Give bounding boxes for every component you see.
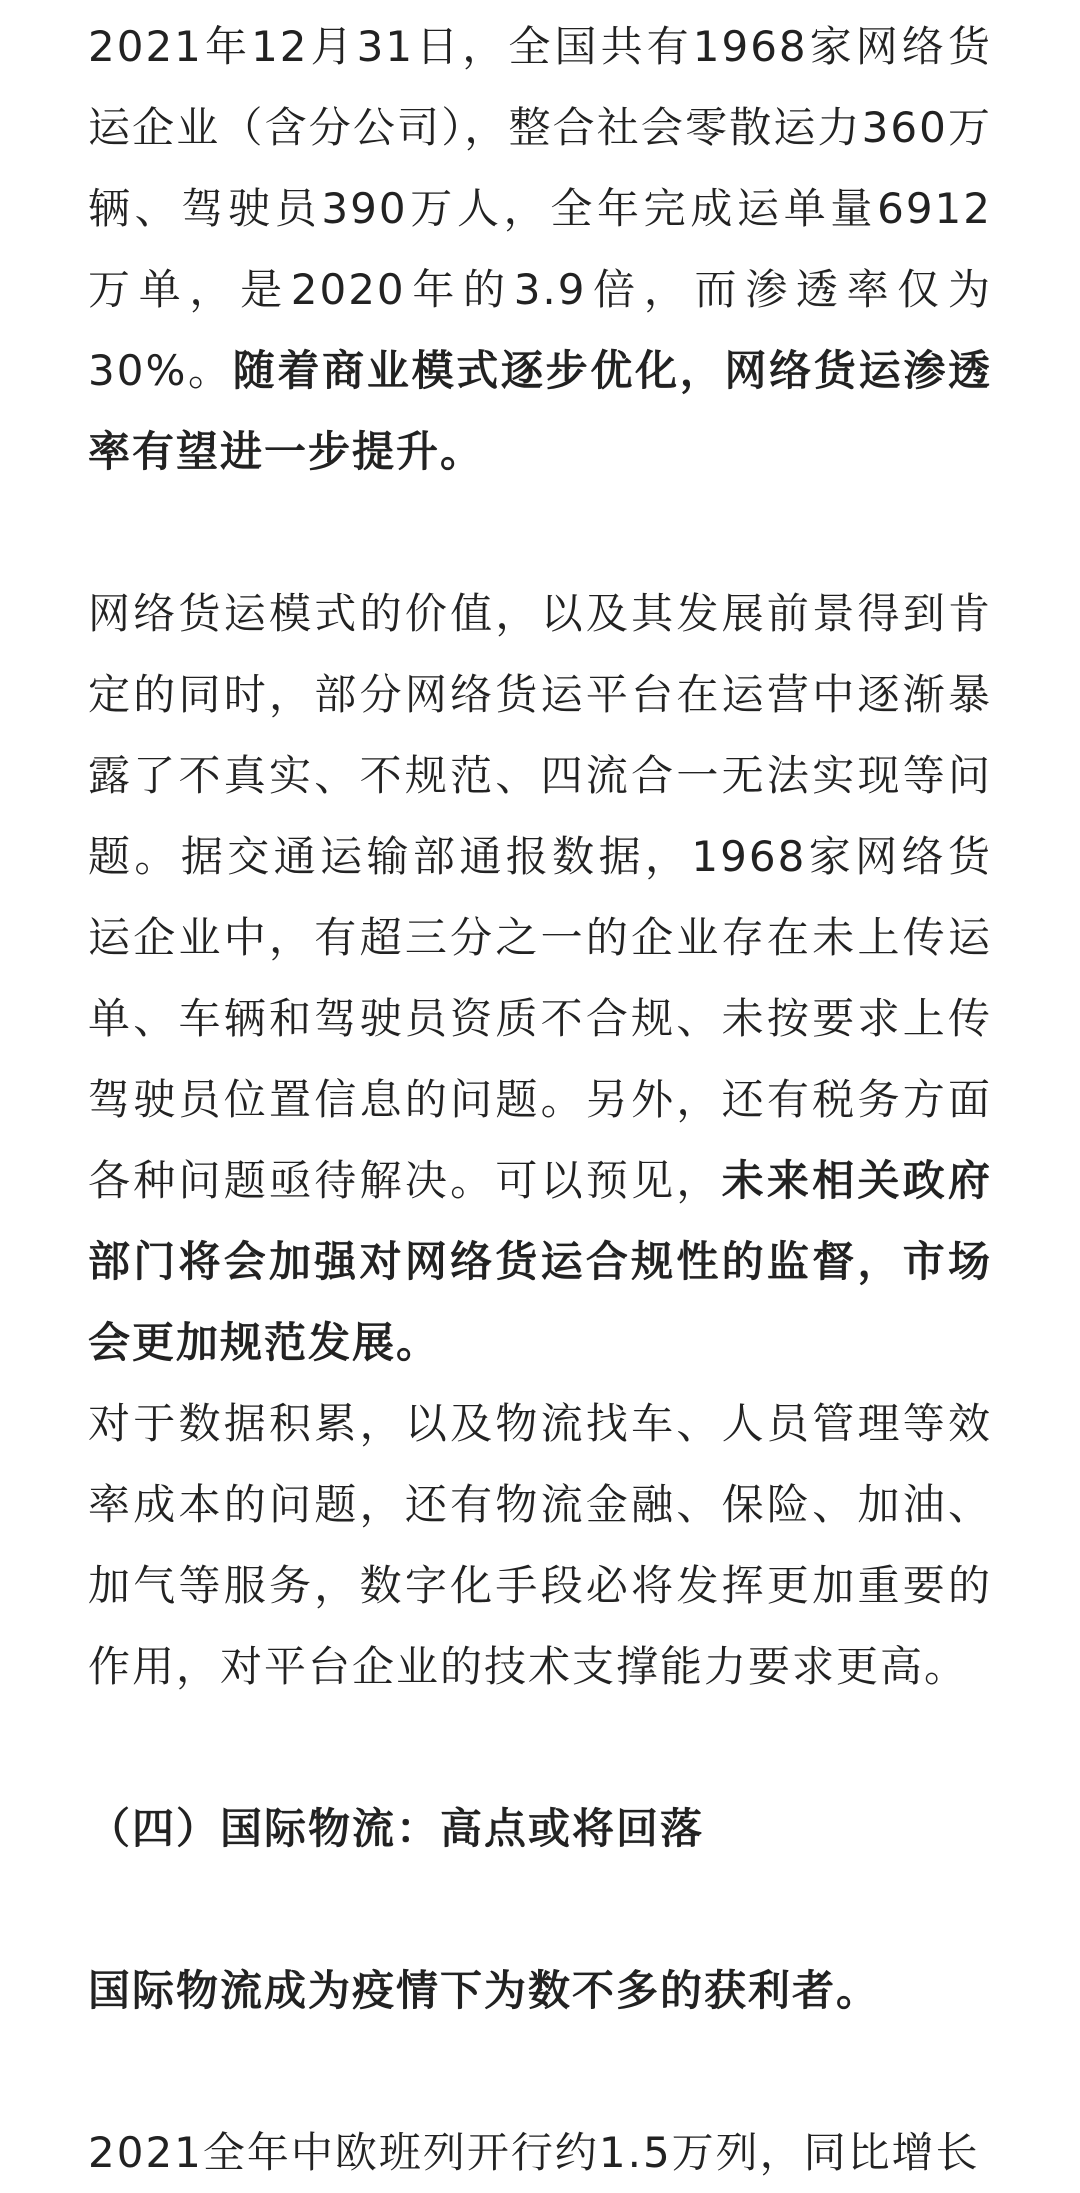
section-heading: （四）国际物流：高点或将回落 xyxy=(88,1804,705,1853)
paragraph-platform-issues xyxy=(88,573,992,1383)
paragraph-digitalization xyxy=(88,1383,992,1707)
paragraph-text: 网络货运模式的价值，以及其发展前景得到肯定的同时，部分网络货运平台在运营中逐渐暴露了不真实、不规范、四流合一无法实现等问题。据交通运输部通报数据，1968家网络货运企业中，有超三分之一的企业存在未上传运单、车辆和驾驶员资质不合规、未按要求上传驾驶员位置信息的问题。另外，还有税务方面各种问题亟待解决。可以预见， xyxy=(88,589,992,1205)
paragraph-international-logistics-lead: 国际物流成为疫情下为数不多的获利者。 xyxy=(88,1966,881,2015)
paragraph-bold-text: 未来相关政府部门将会加强对网络货运合规性的监督，市场会更加规范发展。 xyxy=(88,1156,992,1367)
paragraph-bold-text: 随着商业模式逐步优化，网络货运渗透率有望进一步提升。 xyxy=(88,346,992,476)
paragraph-china-europe-railway: 2021全年中欧班列开行约1.5万列，同比增长 xyxy=(88,2128,980,2177)
paragraph-text: 对于数据积累，以及物流找车、人员管理等效率成本的问题，还有物流金融、保险、加油、加气等服务，数字化手段必将发挥更加重要的作用，对平台企业的技术支撑能力要求更高。 xyxy=(88,1399,992,1691)
paragraph-network-freight-stats xyxy=(88,6,992,492)
paragraph-text: 2021年12月31日，全国共有1968家网络货运企业（含分公司），整合社会零散运力360万辆、驾驶员390万人，全年完成运单量6912万单，是2020年的3.9倍，而渗透率仅为30%。 xyxy=(88,22,992,395)
